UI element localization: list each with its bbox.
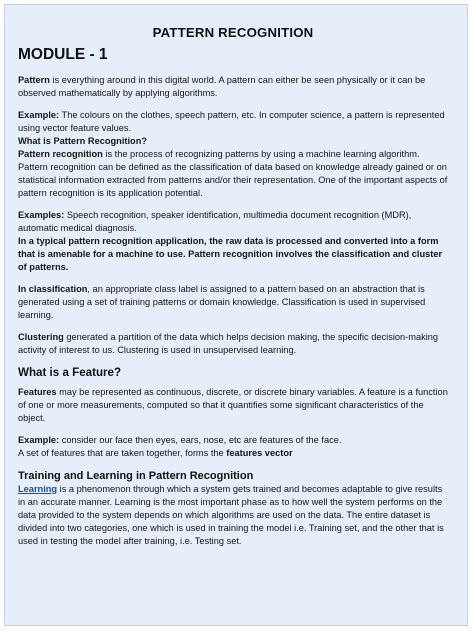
paragraph-feature-vector — [18, 447, 448, 460]
text-feature-example: consider our face then eyes, ears, nose, etc are features of the face. — [59, 435, 342, 446]
paragraph-typical-application: In a typical pattern recognition application, the raw data is processed and converted into a form that is amenable for a machine to use. Pattern recognition involves the classification and cluster of patterns. — [18, 236, 443, 273]
text-examples: Speech recognition, speaker identification, multimedia document recognition (MDR), automatic medical diagnosis. — [18, 209, 412, 233]
text-classification: , an appropriate class label is assigned to a pattern based on an abstraction that is generated using a set of training patterns or domain knowledge. Classification is used in supervised learning. — [18, 283, 426, 320]
text-clustering: generated a partition of the data which helps decision making, the specific decision-making activity of interest to us. Clustering is used in unsupervised learning. — [18, 331, 439, 355]
paragraph-classification — [18, 283, 448, 322]
term-features-vector: features vector — [226, 448, 293, 459]
text-pattern-recognition: is the process of recognizing patterns by using a machine learning algorithm. Pattern recognition can be defined as the classification of data based on knowledge already gained or on statistical information extracted from patterns and/or their representation. One of the important aspects of pattern recognition is its application potential. — [18, 148, 448, 199]
paragraph-pattern — [18, 74, 448, 100]
module-heading: MODULE - 1 — [18, 46, 108, 63]
heading-feature: What is a Feature? — [18, 366, 122, 380]
text-pattern: is everything around in this digital world. A pattern can either be seen physically or it can be observed mathematically by applying algorithms. — [18, 75, 426, 99]
text-feature-vector: A set of features that are taken together, forms the — [18, 448, 227, 459]
term-feature-example: Example: — [18, 435, 60, 446]
paragraph-examples — [18, 209, 448, 235]
learning-link[interactable]: Learning — [18, 483, 58, 494]
term-classification: In classification — [18, 283, 88, 294]
text-features: may be represented as continuous, discrete, or discrete binary variables. A feature is a function of one or more measurements, computed so that it quantifies some significant characteristics of the object. — [18, 387, 448, 424]
paragraph-features — [18, 386, 448, 425]
paragraph-example — [18, 109, 448, 135]
term-pattern: Pattern — [18, 75, 50, 85]
document-title: PATTERN RECOGNITION — [152, 25, 314, 40]
paragraph-clustering — [18, 331, 448, 357]
question-pattern-recognition: What is Pattern Recognition? — [18, 135, 147, 146]
term-features: Features — [18, 387, 57, 398]
document-page — [4, 4, 468, 626]
text-example: The colours on the clothes, speech pattern, etc. In computer science, a pattern is represented using vector feature values. — [18, 109, 445, 133]
text-learning: is a phenomenon through which a system gets trained and becomes adaptable to give results in an accurate manner. Learning is the most important phase as to how well the system performs on the data provided to the system depends on which algorithms are used on the data. The entire dataset is divided into two categories, one which is used in training the model i.e. Training set, and the other that is used in testing the model after training, i.e. Testing set. — [18, 483, 444, 547]
term-clustering: Clustering — [18, 331, 64, 342]
term-pattern-recognition: Pattern recognition — [18, 148, 103, 159]
term-example: Example: — [18, 109, 60, 120]
heading-training: Training and Learning in Pattern Recognition — [18, 469, 254, 482]
document-content — [18, 25, 448, 548]
term-examples: Examples: — [18, 209, 65, 220]
paragraph-feature-example — [18, 434, 448, 447]
paragraph-pattern-recognition — [18, 148, 448, 200]
paragraph-learning — [18, 483, 448, 548]
